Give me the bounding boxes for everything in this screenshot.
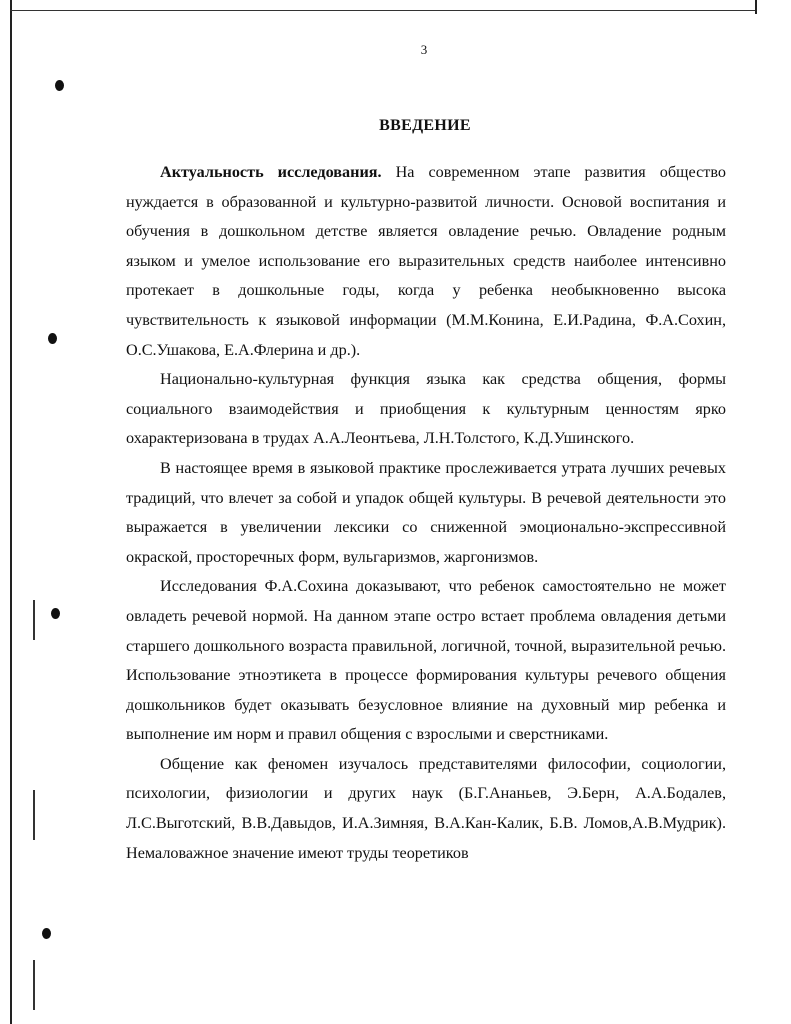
punch-hole-mark [55,80,64,91]
punch-hole-mark [42,928,51,939]
paragraph-lead: Актуальность исследования. [160,163,382,181]
punch-hole-mark [51,608,60,619]
paragraph [126,158,726,365]
paragraph: Исследования Ф.А.Сохина доказывают, что ребенок самостоятельно не может овладеть речевой нормой. На данном этапе остро встает проблема овладения детьми старшего дошкольного возраста правильной, логичной, точной, выразительной речью. Использование этноэтикета в процессе формирования культуры речевого общения дошкольников будет оказывать безусловное влияние на духовный мир ребенка и выполнение им норм и правил общения с взрослыми и сверстниками. [126,577,726,744]
paragraph: Общение как феномен изучалось представителями философии, социологии, психологии, физиологии и других наук (Б.Г.Ананьев, Э.Берн, А.А.Бодалев, Л.С.Выготский, В.В.Давыдов, И.А.Зимняя, В.А.Кан-Калик, Б.В. Ломов,А.В.Мудрик). Немаловажное значение имеют труды теоретиков [126,754,726,862]
scan-edge-left [10,0,12,1024]
punch-hole-mark [48,333,57,344]
paragraph: В настоящее время в языковой практике прослеживается утрата лучших речевых традиций, что влечет за собой и упадок общей культуры. В речевой деятельности это выражается в увеличении лексики со сниженной эмоционально-экспрессивной окраской, просторечных форм, вульгаризмов, жаргонизмов. [126,458,726,566]
page-title: ВВЕДЕНИЕ [379,117,471,134]
scan-artifact-line [33,790,35,840]
paragraph: Национально-культурная функция языка как средства общения, формы социального взаимодействия и приобщения к культурным ценностям ярко охарактеризована в трудах А.А.Леонтьева, Л.Н.Толстого, К.Д.Ушинского. [126,370,726,448]
body-text [126,158,726,868]
scan-edge-corner [755,0,757,14]
scan-edge-top [10,10,755,11]
paragraph-text: На современном этапе развития общество нуждается в образованной и культурно-развитой личности. Основой воспитания и обучения в дошкольном детстве является овладение речью. Овладение родным языком и умелое использование его выразительных средств наиболее интенсивно протекает в дошкольные годы, когда у ребенка необыкновенно высока чувствительность к языковой информации (М.М.Конина, Е.И.Радина, Ф.А.Сохин, О.С.Ушакова, Е.А.Флерина и др.). [126,163,726,359]
page-number: 3 [420,42,428,57]
scan-artifact-line [33,960,35,1010]
scan-artifact-line [33,600,35,640]
